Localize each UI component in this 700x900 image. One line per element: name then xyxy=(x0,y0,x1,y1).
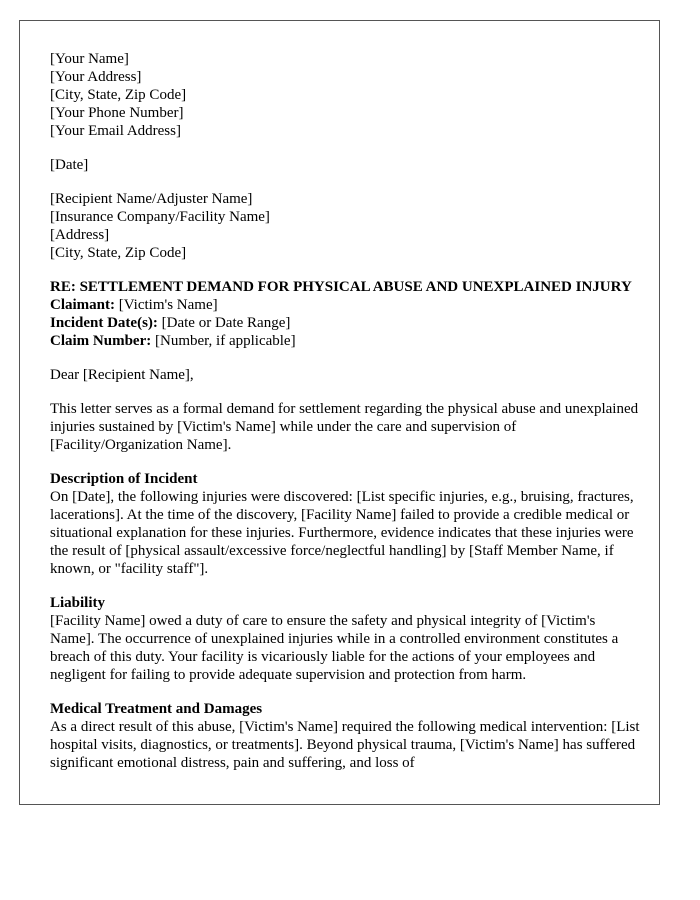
sender-block xyxy=(50,50,640,140)
recipient-address: [Address] xyxy=(50,227,110,243)
section-title-medical: Medical Treatment and Damages xyxy=(50,701,263,717)
re-subject: RE: SETTLEMENT DEMAND FOR PHYSICAL ABUSE AND UNEXPLAINED INJURY xyxy=(50,279,632,295)
recipient-city-state-zip: [City, State, Zip Code] xyxy=(50,245,187,261)
recipient-company: [Insurance Company/Facility Name] xyxy=(50,209,270,225)
claimant-label: Claimant: xyxy=(50,297,115,313)
section-body-description: On [Date], the following injuries were discovered: [List specific injuries, e.g., bruising, fractures, lacerations]. At the time of the discovery, [Facility Name] failed to provide a credible medical or situational explanation for these injuries. Furthermore, evidence indicates that these injuries were the result of [physical assault/excessive force/neglectful handling] by [Staff Member Name, if known, or "facility staff"]. xyxy=(50,489,634,577)
intro-block xyxy=(50,400,640,454)
incident-value: [Date or Date Range] xyxy=(157,315,291,331)
incident-line xyxy=(50,314,640,332)
sender-phone: [Your Phone Number] xyxy=(50,105,184,121)
claim-number-value: [Number, if applicable] xyxy=(151,333,296,349)
re-block xyxy=(50,278,640,350)
salutation: Dear [Recipient Name], xyxy=(50,367,194,383)
claimant-line xyxy=(50,296,640,314)
letter-content xyxy=(50,50,640,788)
recipient-block xyxy=(50,190,640,262)
intro-paragraph: This letter serves as a formal demand for settlement regarding the physical abuse and unexplained injuries sustained by [Victim's Name] while under the care and supervision of [Facility/Organization Name]. xyxy=(50,401,639,453)
incident-label: Incident Date(s): xyxy=(50,315,158,331)
claim-number-label: Claim Number: xyxy=(50,333,152,349)
section-body-liability: [Facility Name] owed a duty of care to ensure the safety and physical integrity of [Victim's Name]. The occurrence of unexplained injuries while in a controlled environment constitutes a breach of this duty. Your facility is vicariously liable for the actions of your employees and negligent for failing to provide adequate supervision and protection from harm. xyxy=(50,613,619,683)
sender-name: [Your Name] xyxy=(50,51,129,67)
section-title-description: Description of Incident xyxy=(50,471,198,487)
salutation-block xyxy=(50,366,640,384)
section-medical xyxy=(50,700,640,772)
sender-city-state-zip: [City, State, Zip Code] xyxy=(50,87,187,103)
section-description xyxy=(50,470,640,578)
recipient-name: [Recipient Name/Adjuster Name] xyxy=(50,191,253,207)
letter-date: [Date] xyxy=(50,157,89,173)
section-body-medical: As a direct result of this abuse, [Victim's Name] required the following medical intervention: [List hospital visits, diagnostics, or treatments]. Beyond physical trauma, [Victim's Name] has suffered significant emotional distress, pain and suffering, and loss of xyxy=(50,719,640,771)
date-block xyxy=(50,156,640,174)
section-title-liability: Liability xyxy=(50,595,106,611)
sender-address: [Your Address] xyxy=(50,69,142,85)
claim-number-line xyxy=(50,332,640,350)
claimant-value: [Victim's Name] xyxy=(115,297,218,313)
letter-page xyxy=(19,20,660,805)
section-liability xyxy=(50,594,640,684)
sender-email: [Your Email Address] xyxy=(50,123,181,139)
